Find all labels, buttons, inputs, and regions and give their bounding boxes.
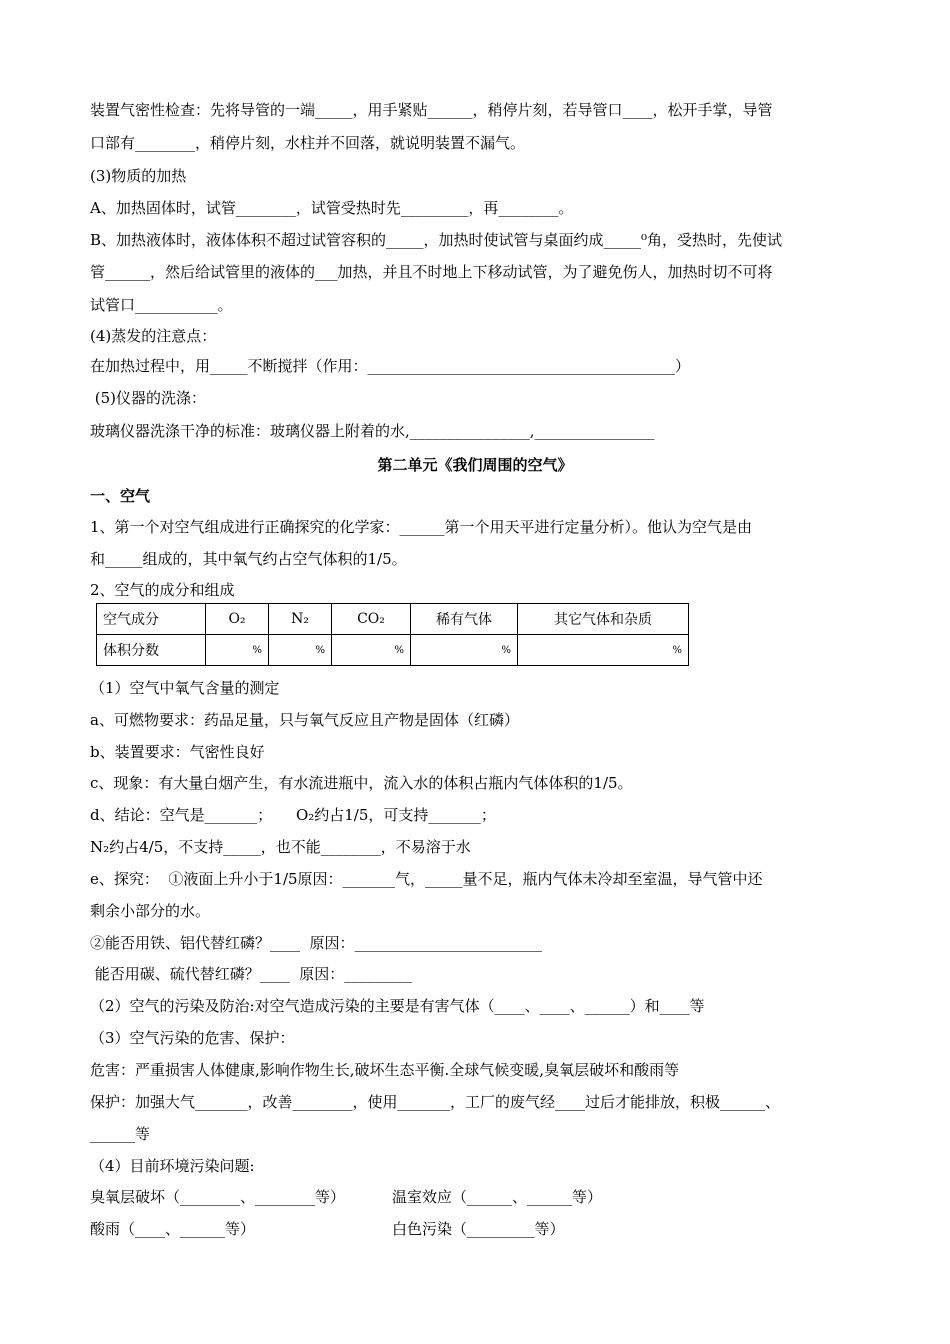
text-line: （4）目前环境污染问题:	[90, 1157, 255, 1175]
text-line: 玻璃仪器洗涤干净的标准：玻璃仪器上附着的水,________________,________________	[90, 422, 655, 440]
table-cell: N₂	[269, 604, 332, 635]
text-line: e、探究： ①液面上升小于1/5原因：_______气，_____量不足，瓶内气体未冷却至室温，导气管中还	[90, 870, 763, 888]
acid-rain-item: 酸雨（____、______等）	[90, 1220, 256, 1238]
greenhouse-item: 温室效应（______、______等）	[392, 1188, 603, 1206]
table-cell: CO₂	[332, 604, 411, 635]
table-row	[97, 635, 689, 666]
text-line: N₂约占4/5，不支持_____，也不能________，不易溶于水	[90, 838, 471, 856]
table-cell: 空气成分	[97, 604, 206, 635]
text-line: 能否用碳、硫代替红磷？____ 原因：_________	[90, 965, 412, 983]
text-line: （3）空气污染的危害、保护：	[90, 1029, 295, 1047]
table-cell: %	[206, 635, 269, 666]
text-line: 2、空气的成分和组成	[90, 581, 235, 599]
air-composition-table	[96, 603, 689, 666]
text-line: (5)仪器的洗涤：	[90, 389, 207, 407]
table-cell: %	[269, 635, 332, 666]
text-line: (4)蒸发的注意点：	[90, 327, 217, 345]
text-line: （2）空气的污染及防治:对空气造成污染的主要是有害气体（____、____、______）和____等	[90, 997, 705, 1015]
table-cell: 体积分数	[97, 635, 206, 666]
text-line: 剩余小部分的水。	[90, 902, 211, 920]
table-cell: 其它气体和杂质	[518, 604, 689, 635]
text-line: (3)物质的加热	[90, 167, 187, 185]
text-line: 和_____组成的，其中氧气约占空气体积的1/5。	[90, 550, 407, 568]
table-cell: %	[518, 635, 689, 666]
unit-title: 第二单元《我们周围的空气》	[377, 456, 573, 474]
text-line: d、结论：空气是_______； O₂约占1/5，可支持_______；	[90, 806, 496, 824]
white-pollution-item: 白色污染（_________等）	[392, 1220, 565, 1238]
text-line: a、可燃物要求：药品足量，只与氧气反应且产物是固体（红磷）	[90, 711, 519, 729]
text-line: b、装置要求：气密性良好	[90, 743, 265, 761]
text-line: B、加热液体时，液体体积不超过试管容积的_____，加热时使试管与桌面约成_____⁰角，受热时，先使试	[90, 231, 783, 249]
text-line: 保护：加强大气_______，改善________，使用_______，工厂的废气经____过后才能排放，积极______、	[90, 1093, 781, 1111]
text-line: c、现象：有大量白烟产生，有水流进瓶中，流入水的体积占瓶内气体体积的1/5。	[90, 774, 633, 792]
text-line: ______等	[90, 1125, 151, 1143]
table-cell: %	[332, 635, 411, 666]
text-line: 管______，然后给试管里的液体的___加热，并且不时地上下移动试管，为了避免伤人，加热时切不可将	[90, 263, 773, 281]
text-line: （1）空气中氧气含量的测定	[90, 679, 280, 697]
text-line: 危害：严重损害人体健康,影响作物生长,破坏生态平衡.全球气候变暖,臭氧层破坏和酸雨等	[90, 1061, 680, 1079]
text-line: ②能否用铁、铝代替红磷？____ 原因：_________________________	[90, 934, 543, 952]
table-cell: O₂	[206, 604, 269, 635]
text-line: 1、第一个对空气组成进行正确探究的化学家：______第一个用天平进行定量分析）。他认为空气是由	[90, 518, 753, 536]
table-cell: 稀有气体	[411, 604, 518, 635]
text-line: 装置气密性检查：先将导管的一端_____，用手紧贴______，稍停片刻，若导管口____，松开手掌，导管	[90, 101, 773, 119]
ozone-item: 臭氧层破坏（________、________等）	[90, 1188, 346, 1206]
text-line: 口部有________，稍停片刻，水柱并不回落，就说明装置不漏气。	[90, 134, 526, 152]
text-line: A、加热固体时，试管________，试管受热时先_________，再________。	[90, 199, 574, 217]
text-line: 在加热过程中，用_____不断搅拌（作用：_________________________________________）	[90, 357, 691, 375]
text-line: 试管口___________。	[90, 296, 233, 314]
table-header-row	[97, 604, 689, 635]
section-title: 一、空气	[90, 487, 151, 505]
table-cell: %	[411, 635, 518, 666]
